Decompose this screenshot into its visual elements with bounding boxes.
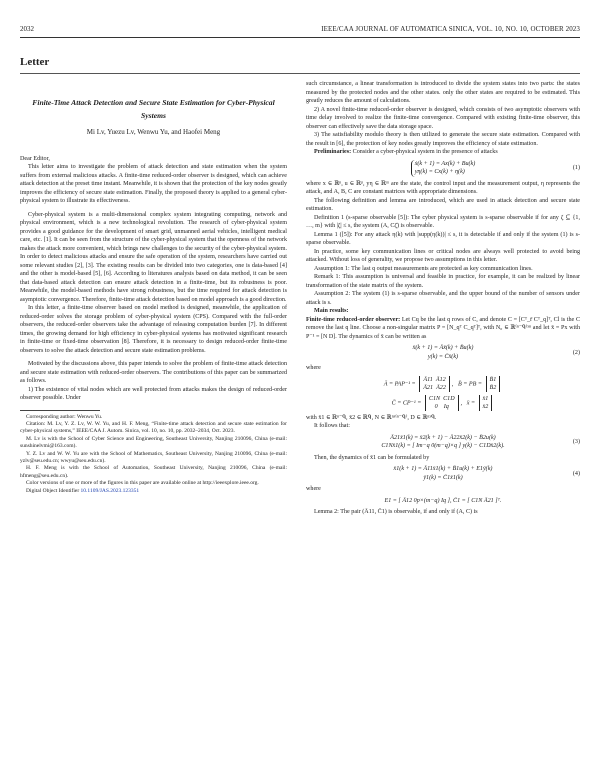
matrix-a-bar: Ā11 Ā12 Ā21 Ā22 <box>419 376 450 392</box>
matrix-c-bar: C1N C1D 0 Iq <box>425 395 459 411</box>
paper-title: Finite-Time Attack Detection and Secure State Estimation for Cyber-Physical Systems <box>32 98 275 120</box>
left-column <box>20 80 287 495</box>
header-rule <box>20 37 580 38</box>
observer-heading: Finite-time reduced-order observer: <box>306 316 401 323</box>
intro-paragraph: Cyber-physical system is a multi-dimensional complex system integrating computing, network and physical environment, which is a new technological revolution. The research of cyber-physical system provides a good guidance for the development of smart grid, unmanned aerial vehicles, intelligent medical care, etc. [1]. It can be seen from the structure of the cyber-physical system that the openness of the network makes the attack more convenient, which brings new challenges to the security of the cyber-physical system. In order to detect malicious attacks and ensure the safe operation of the system, researchers have carried out some relevant studies [2], [3]. The existing results can be divided into two categories, one is data-based [4] and the other is model-based [5], [6]. According to literatures analysis based on data method, it can be seen that data-based attack detection can ensure attack detection in a finite-time, but its robustness is poor. Meanwhile, the model-based methods have strong robustness, but the time required for attack detection is asymptotic convergence. Therefore, finite-time attack detection based on model approach is a good direction. <box>20 211 287 303</box>
body-paragraph: The following definition and lemma are introduced, which are used in attack detection and secure state estimation. <box>306 197 580 212</box>
contribution-item: 1) The existence of vital nodes which are well protected from attacks makes the design of reduced-order observer possible. Under <box>20 386 287 401</box>
definition-1: Definition 1 (s-sparse observable [5]): The cyber physical system is s-sparse observable if for any ζ ⊆ {1, …, m} with |ζ| ≤ s, the system (A, Cζ̄) is observable. <box>306 214 580 229</box>
vector-x-bar: x̄1 x̄2 <box>479 395 493 411</box>
where-label: where <box>306 365 321 371</box>
footnote: Y. Z. Lv and W. W. Yu are with the School of Mathematics, Southeast University, Nanjing 210096, China (e-mail: yzlv@seu.edu.cn; wwyu@seu.edu.cn). <box>20 450 287 464</box>
equation-2: x̄(k + 1) = Āx̄(k) + B̄u(k) y(k) = C̄x̄(k) (2) <box>412 345 580 360</box>
equation-number: (3) <box>572 438 580 445</box>
author-list: Mi Lv, Yuezu Lv, Wenwu Yu, and Haofei Meng <box>86 128 221 136</box>
assumption-2: Assumption 2: The system (1) is s-sparse observable, and the upper bound of the number of sensors under attack is s. <box>306 291 580 306</box>
abstract-paragraph: This letter aims to investigate the problem of attack detection and state estimation when the system suffers from external malicious attacks. A finite-time reduced-order observer is designed, which can achieve attack detection at the preset time instant. Meanwhile, it is shown that the protection of the key nodes greatly improves the efficiency of secure state estimation. Finally, the proposed theory is applied to a general cyber-physical system to illustrate its effectiveness. <box>20 164 287 204</box>
equation-4: x̄1(k + 1) = Ā11x̄1(k) + B̄1u(k) + E1ȳ(k) ȳ1(k) = C̄1x̄1(k) (4) <box>393 466 580 481</box>
matrix-definitions: Ā = PAP⁻¹ = Ā11 Ā12 Ā21 Ā22, B̄ = PB = B̄1 B̄2 <box>306 376 580 392</box>
where-label: where <box>306 486 321 492</box>
preliminaries-heading: Preliminaries: <box>314 149 352 155</box>
footnote: H. F. Meng is with the School of Automation, Southeast University, Nanjing 210096, China (e-mail: hfmeng@seu.edu.cn). <box>20 465 287 479</box>
journal-running-head: IEEE/CAA JOURNAL OF AUTOMATICA SINICA, VOL. 10, NO. 10, OCTOBER 2023 <box>321 25 580 33</box>
lemma-1: Lemma 1 ([5]): For any attack η(k) with |supp(η(k))| ≤ s, it is detectable if and only if the system (1) is s-sparse observable. <box>306 231 580 246</box>
observer-paragraph: Finite-time reduced-order observer: Let Cq be the last q rows of C, and denote C = [Cᵀ_r̄ Cᵀ_q]ᵀ, Cl is the C remove the last q line. Choose a non-singular matrix P = [N_qᵀ C_qᵀ]ᵀ, with N₀ ∈ ℝ⁽ⁿ⁻ᑫ⁾ˣⁿ and let x̄ = Px with P⁻¹ = [N D]. The dynamics of x̄ can be written as <box>306 316 581 340</box>
doi-link[interactable]: 10.1109/JAS.2023.123351 <box>80 487 140 494</box>
contribution-item: 3) The satisfiability modulo theory is then utilized to generate the secure state estimation. Compared with the result in [6], the protection of key nodes greatly improves the efficiency of state estimation. <box>306 132 580 147</box>
intro-paragraph: In this letter, a finite-time observer based on model method is designed, meanwhile, the application of reduced-order solves the storage problem of cyber-physical system (CPS). Compared with the full-order observers, the reduced-order observers take the advantage of releasing computation burden [7]. In different times, the growing demand for high efficiency in cyber-physical systems has motivated significant research in finite-time or fixed-time observation [8]. Therefore, it is necessary to design reduced-order finite-time observers to solve the attack detection and secure state estimation problems. <box>20 305 287 354</box>
page-number: 2032 <box>20 25 34 33</box>
main-results-heading: Main results: <box>314 308 349 314</box>
body-paragraph: It follows that: <box>314 423 350 429</box>
equation-number: (4) <box>572 470 580 477</box>
doi-label: Digital Object Identifier <box>26 487 80 494</box>
doi-line <box>20 488 287 495</box>
assumption-1: Assumption 1: The last q output measurements are protected as key communication lines. <box>314 265 533 272</box>
right-column <box>306 80 580 517</box>
footnote-rule <box>20 410 100 411</box>
equation-1: ẋ(k + 1) = Ax(k) + Bu(k) yη(k) = Cx(k) + η(k) (1) <box>306 160 580 177</box>
footnote: Citation: M. Lv, Y. Z. Lv, W. W. Yu, and H. F. Meng, “Finite-time attack detection and secure state estimation for cyber-physical systems,” IEEE/CAA J. Autom. Sinica, vol. 10, no. 10, pp. 2032–2034, Oct. 2023. <box>20 420 287 435</box>
footnote: M. Lv is with the School of Cyber Science and Engineering, Southeast University, Nanjing 210096, China (e-mail: sunshinelvmi@163.com). <box>20 435 287 450</box>
equation-e1: E1 = [ Ā12 0p×(m−q) Iq ], C̄1 = [ C1N Ā21 ]ᵀ. <box>384 497 502 504</box>
body-paragraph: In practice, some key communication lines or critical nodes are always well protected to avoid being attacked. Without loss of generality, we propose two assumptions in this letter. <box>306 248 580 263</box>
matrix-b-bar: B̄1 B̄2 <box>486 376 501 392</box>
equation-number: (2) <box>572 349 580 356</box>
body-paragraph: where x ∈ ℝⁿ, u ∈ ℝᵖ, yη ∈ ℝᵐ are the state, the control input and the measurement output, η represents the attack, and A, B, C are constant matrices with appropriate dimensions. <box>306 180 580 195</box>
lemma-2: Lemma 2: The pair (Ā11, C̄1) is observable, if and only if (A, C) is <box>314 509 478 515</box>
matrix-definitions: C̄ = CP⁻¹ = C1N C1D 0 Iq, x̄ = x̄1 x̄2 <box>306 395 580 411</box>
equation-number: (1) <box>572 164 580 171</box>
contribution-item: such circumstance, a linear transformation is introduced to divide the system states into two parts: the states measured by the protected nodes and the other states. only the other states are required to be estimated. This greatly reduces the amount of calculations. <box>306 81 580 104</box>
contribution-item: 2) A novel finite-time reduced-order observer is designed, which consists of two asymptotic observers with time delay involved to realize the finite-time convergence. Compared with existing finite-time observer, this observer can effectively save the data storage space. <box>306 106 580 130</box>
section-rule <box>20 73 580 74</box>
intro-paragraph: Motivated by the discussions above, this paper intends to solve the problem of finite-time attack detection and secure state estimation with reduced-order observers. The contributions of this paper can be summarized as follows. <box>20 361 287 384</box>
section-type: Letter <box>20 56 50 68</box>
body-paragraph: with x̄1 ∈ ℝⁿ⁻ᑫ, x̄2 ∈ ℝᑫ, N ∈ ℝⁿˣ⁽ⁿ⁻ᑫ⁾, D ∈ ℝⁿˣᑫ. <box>306 414 437 421</box>
salutation: Dear Editor, <box>20 155 50 162</box>
preliminaries-paragraph: Preliminaries: Consider a cyber-physical system in the presence of attacks <box>314 149 498 155</box>
footnote: Color versions of one or more of the figures in this paper are available online at http://ieeexplore.ieee.org. <box>26 480 259 487</box>
footnote: Corresponding author: Wenwu Yu. <box>26 413 103 420</box>
body-paragraph: Then, the dynamics of x̄1 can be formulated by <box>314 454 430 461</box>
equation-3: Ā21x̄1(k) = x̄2(k + 1) − Ā22x̄2(k) − B̄2u(k) C1Nx̄1(k) = [ Im−q 0(m−q)×q ] y(k) − C1Dx̄2(k). (3) <box>381 434 580 449</box>
remark-1: Remark 1: This assumption is universal and feasible in practice, for example, it can be realized by linear transformation of the state matrix of the system. <box>306 274 580 289</box>
